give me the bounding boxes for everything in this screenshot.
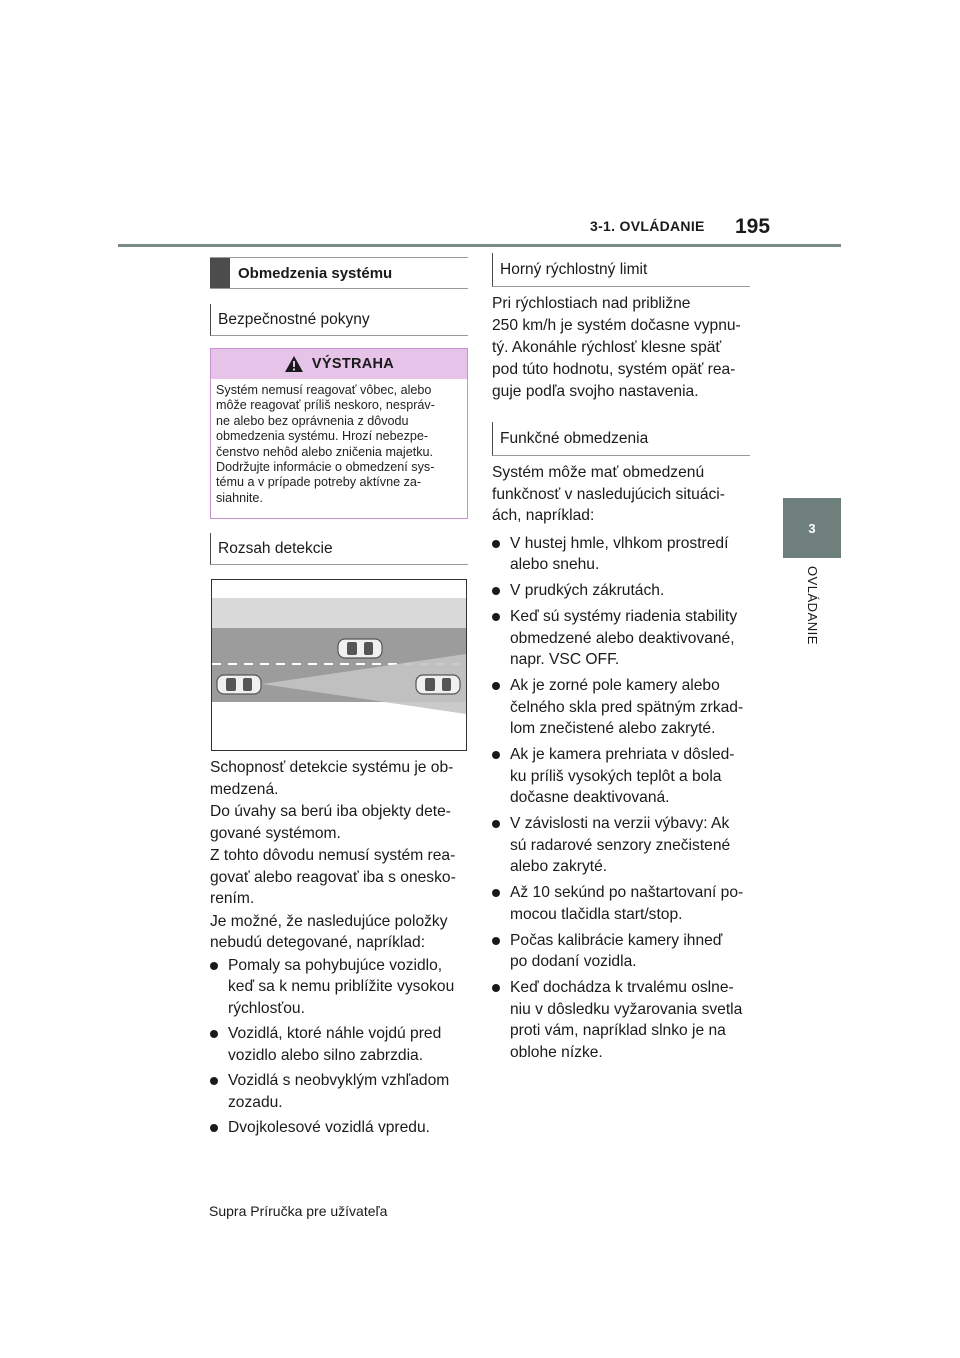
text-line: funkčnosť v nasledujúcich situáci- [492,485,725,503]
text-line: oblohe nízke. [510,1043,603,1061]
text-line: rýchlosťou. [228,999,305,1017]
list-item [492,606,757,671]
text-line: alebo snehu. [510,556,600,573]
adjacent-car-icon [338,639,382,658]
list-item [210,1070,472,1113]
list-item [492,533,757,576]
paragraph [210,757,472,800]
road-illustration [212,580,466,750]
text-line: Pomaly sa pohybujúce vozidlo, [228,956,443,974]
left-body-text [210,757,472,1143]
functional-limits-heading [492,422,750,456]
text-line: Dvojkolesové vozidlá vpredu. [228,1119,430,1136]
functional-limits-text [492,462,757,1068]
detection-range-diagram [211,579,467,751]
text-line: 250 km/h je systém dočasne vypnu- [492,317,741,334]
text-line: dočasne deaktivovaná. [510,789,670,806]
text-line: po dodaní vozidla. [510,953,637,970]
chapter-heading: 3-1. OVLÁDANIE [590,218,705,234]
text-line: obmedzené alebo deaktivované, [510,629,735,647]
range-heading-text: Rozsah detekcie [218,539,333,557]
text-line: sú radarové senzory znečistené [510,836,731,854]
text-line: lom znečistené alebo zakryté. [510,720,716,737]
paragraph [492,462,757,527]
paragraph [210,801,472,844]
text-line: Ak je kamera prehriata v dôsled- [510,746,735,763]
text-line: tý. Akonáhle rýchlosť klesne späť [492,339,722,356]
list-item [210,955,472,1020]
text-line: Vozidlá s neobvyklým vzhľadom [228,1072,450,1089]
text-line: zozadu. [228,1093,283,1111]
text-line: Je možné, že nasledujúce položky [210,912,448,930]
list-item [492,977,757,1063]
text-line: niu v dôsledku vyžarovania svetla [510,1000,743,1018]
text-line: Keď sú systémy riadenia stability [510,608,738,625]
chapter-tab-number: 3 [808,520,816,536]
text-line: ách, napríklad: [492,507,595,524]
text-line: V hustej hmle, vlhkom prostredí [510,534,729,552]
text-line: nebudú detegované, napríklad: [210,934,426,951]
section-title-marker [210,258,230,288]
warning-triangle-icon [284,355,304,373]
warning-line: obmedzenia systému. Hrozí nebezpe- [216,429,429,444]
speed-limit-text [492,293,757,403]
warning-line: siahnite. [216,490,263,505]
functional-limits-heading-text: Funkčné obmedzenia [500,429,649,447]
ego-car-icon [217,675,261,694]
text-line: V prudkých zákrutách. [510,582,665,599]
bullet-list [210,955,472,1139]
text-line: Vozidlá, ktoré náhle vojdú pred [228,1025,442,1042]
text-line: Systém môže mať obmedzenú [492,464,705,481]
text-line: ku príliš vysokých teplôt a bola [510,767,722,785]
text-line: alebo zakryté. [510,858,608,875]
section-title: Obmedzenia systému [238,264,393,282]
text-line: Keď dochádza k trvalému oslne- [510,979,734,996]
list-item [492,930,757,973]
safety-heading-text: Bezpečnostné pokyny [218,310,370,328]
warning-line: čenstvo nehôd alebo zničenia majetku. [216,444,434,459]
paragraph [210,911,472,954]
text-line: V závislosti na verzii výbavy: Ak [510,815,730,832]
text-line: gované systémom. [210,824,341,842]
text-line: guje podľa svojho nastavenia. [492,383,699,400]
warning-box [210,348,468,519]
text-line: medzená. [210,780,279,798]
warning-line: môže reagovať príliš neskoro, nespráv- [216,398,435,413]
warning-line: Systém nemusí reagovať vôbec, alebo [216,383,432,397]
warning-text [211,379,467,506]
page-number: 195 [735,215,771,238]
speed-limit-heading [492,253,750,287]
chapter-tab[interactable] [783,498,841,558]
text-line: govať alebo reagovať iba s onesko- [210,868,456,886]
warning-line: ne alebo bez oprávnenia z dôvodu [216,413,409,428]
list-item [210,1023,472,1066]
chapter-tab-label: OVLÁDANIE [805,566,820,645]
text-line: Schopnosť detekcie systému je ob- [210,759,454,776]
speed-limit-heading-text: Horný rýchlostný limit [500,260,648,278]
warning-line: tému a v prípade potreby aktívne za- [216,475,422,490]
text-line: Z tohto dôvodu nemusí systém rea- [210,847,456,864]
list-item [492,813,757,878]
header-rule [118,244,841,247]
text-line: pod túto hodnotu, systém opäť rea- [492,361,736,378]
text-line: mocou tlačidla start/stop. [510,905,683,923]
text-line: Ak je zorné pole kamery alebo [510,677,720,694]
list-item [492,675,757,740]
warning-header [211,349,467,379]
safety-heading [210,304,468,336]
warning-title: VÝSTRAHA [311,356,395,372]
text-line: čelného skla pred spätným zrkad- [510,698,744,716]
list-item [492,744,757,809]
warning-line: Dodržujte informácie o obmedzení sys- [216,460,435,475]
paragraph [210,845,472,910]
text-line: keď sa k nemu priblížite vysokou [228,978,455,995]
text-line: proti vám, napríklad slnko je na [510,1022,726,1039]
text-line: Počas kalibrácie kamery ihneď [510,931,723,949]
list-item [492,580,757,602]
text-line: Až 10 sekúnd po naštartovaní po- [510,884,744,901]
vehicle-ahead-icon [416,675,460,694]
bullet-list [492,533,757,1064]
text-line: Do úvahy sa berú iba objekty dete- [210,803,451,820]
text-line: Pri rýchlostiach nad približne [492,295,691,312]
text-line: napr. VSC OFF. [510,651,620,668]
range-heading [210,533,468,565]
text-line: vozidlo alebo silno zabrzdia. [228,1046,424,1064]
list-item [492,882,757,925]
list-item [210,1117,472,1139]
section-title-bar [210,257,468,289]
text-line: rením. [210,890,255,907]
footer-title: Supra Príručka pre užívateľa [209,1203,388,1219]
